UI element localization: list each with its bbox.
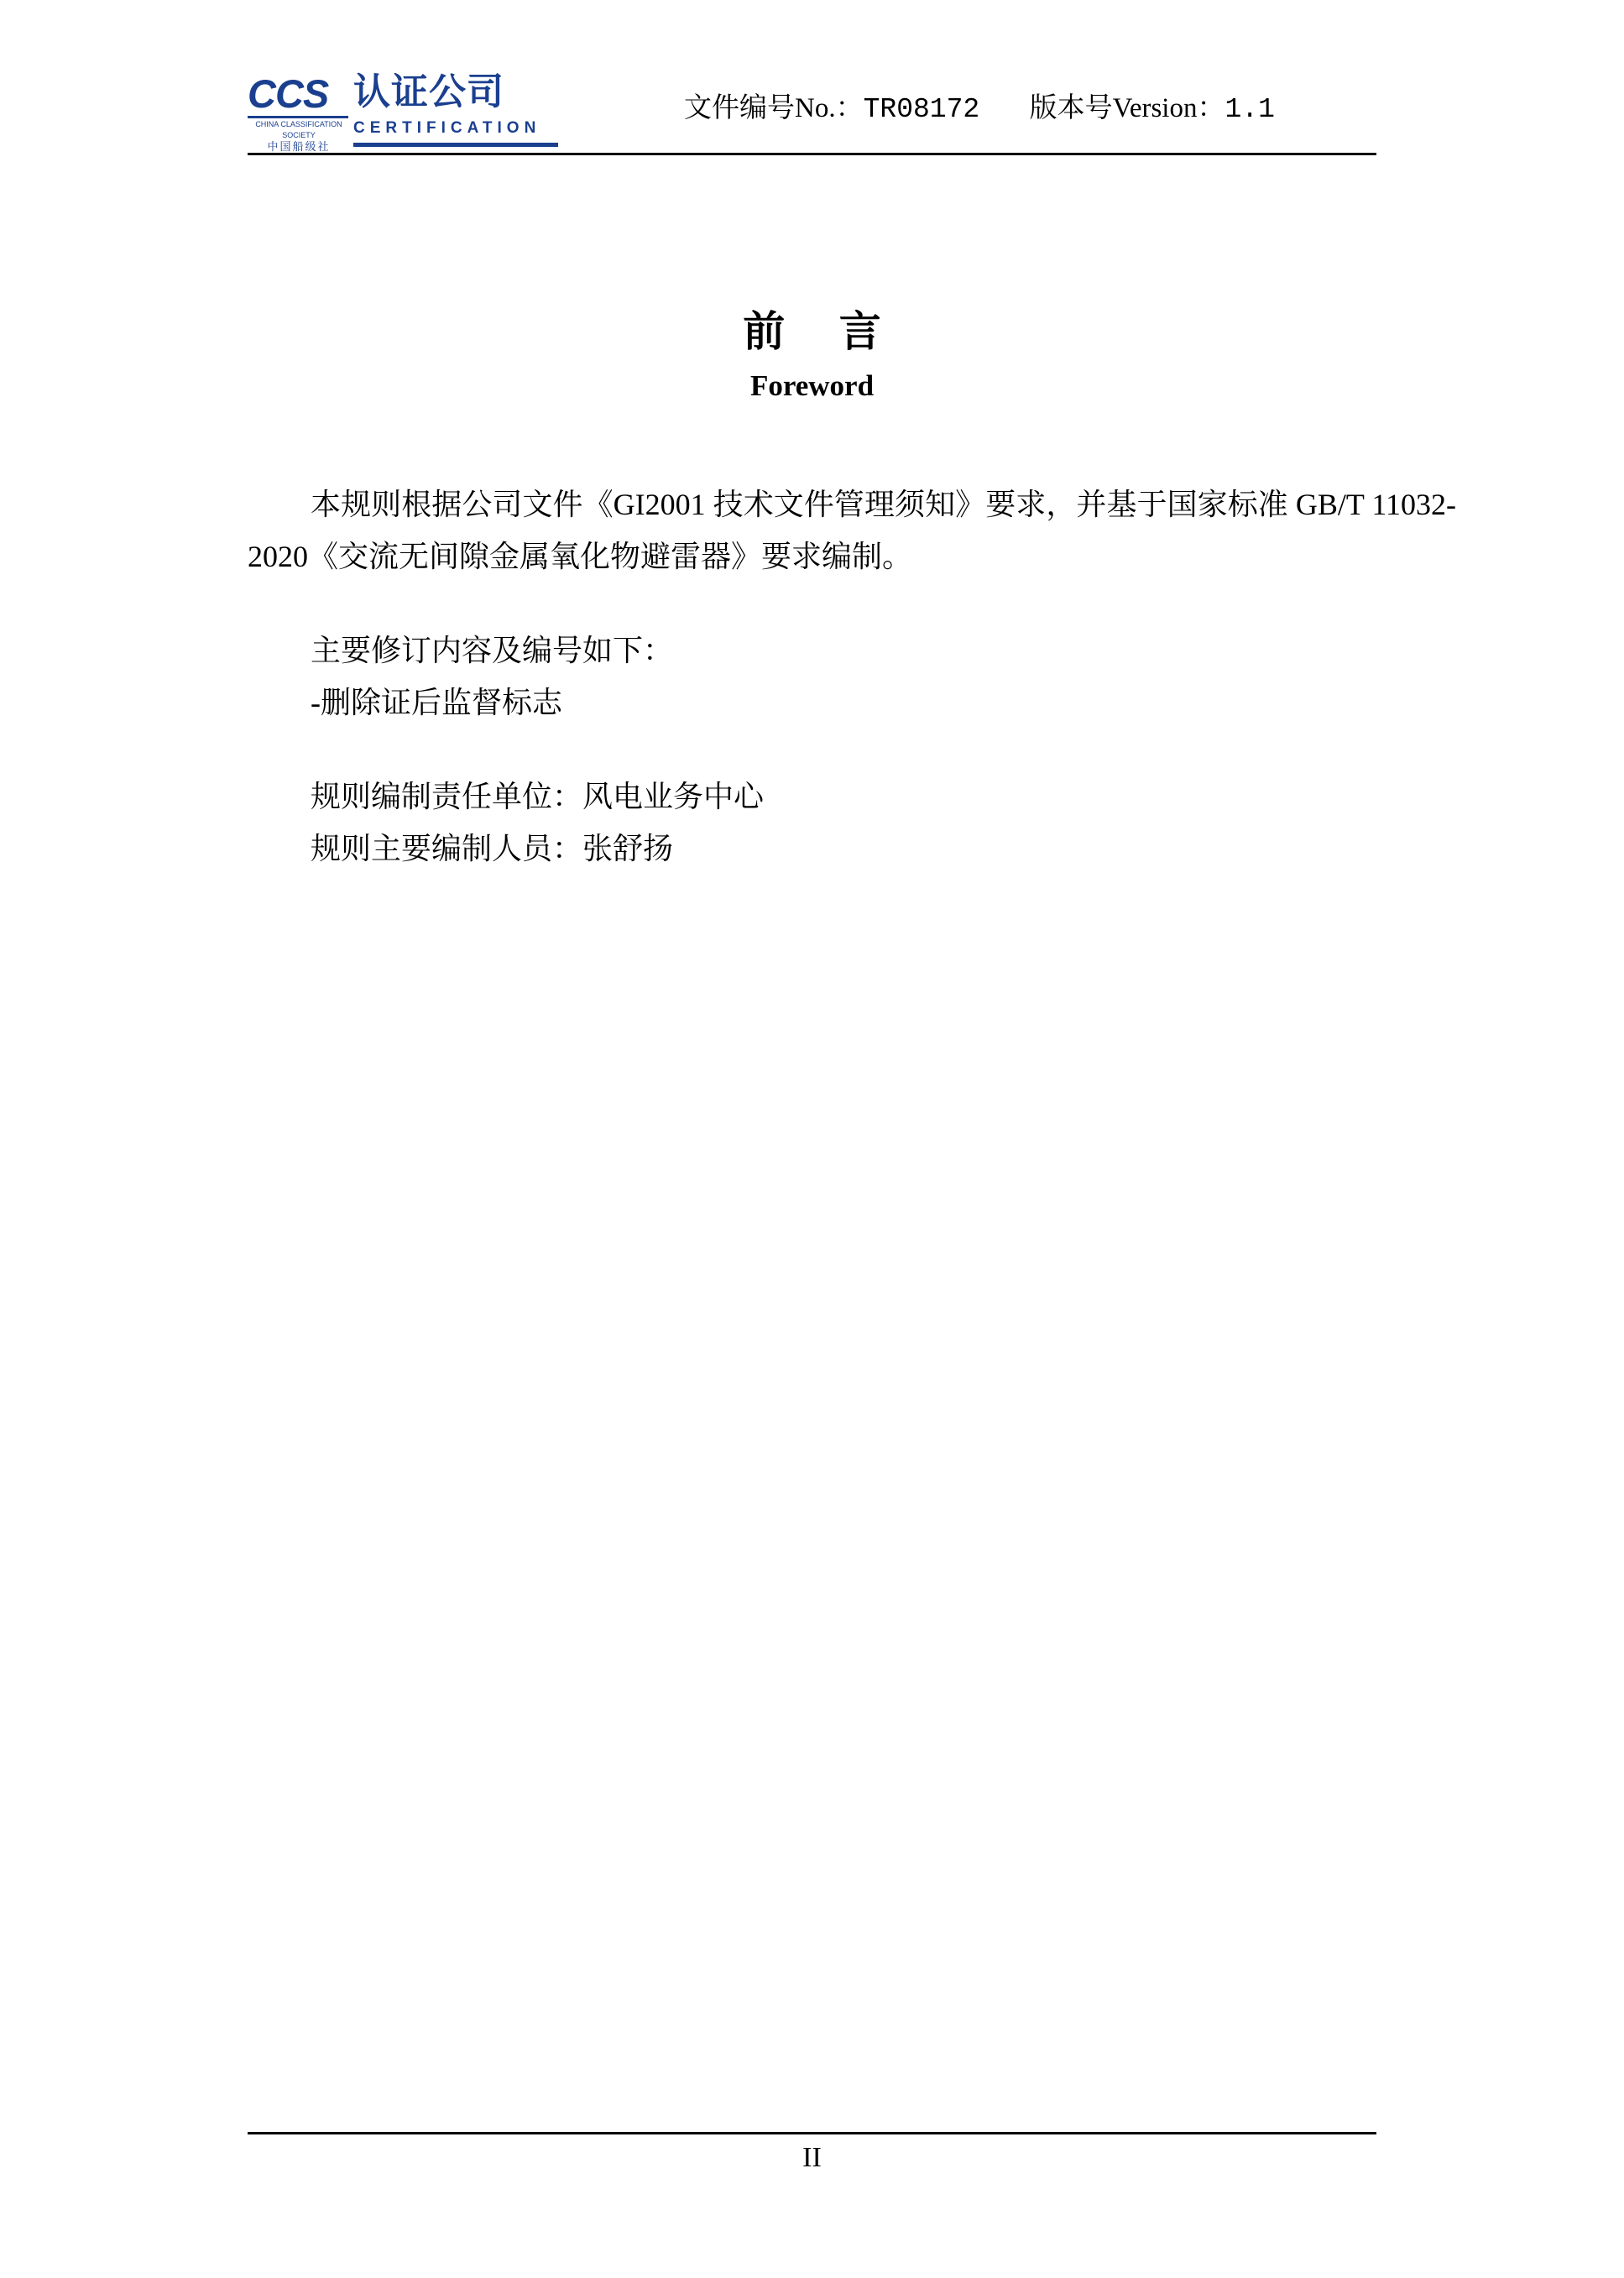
- logo-company-cn: 认证公司: [353, 71, 504, 112]
- logo-mark-text: CCS: [248, 71, 329, 116]
- page-number: II: [802, 2142, 822, 2173]
- logo-underline: [353, 143, 558, 147]
- version-value: 1.1: [1225, 94, 1275, 125]
- page-title-en: Foreword: [749, 369, 875, 402]
- logo-divider-bar: [248, 116, 348, 118]
- header-document-info: [684, 86, 1376, 125]
- paragraph-1: 本规则根据公司文件《GI2001 技术文件管理须知》要求，并基于国家标准 GB/T 11032-2020《交流无间隙金属氧化物避雷器》要求编制。: [248, 488, 1456, 573]
- ccs-logo: [248, 69, 558, 153]
- logo-certification-text: CERTIFICATION: [353, 119, 541, 137]
- paragraph-4: 规则编制责任单位：风电业务中心: [311, 780, 765, 813]
- page-header: [248, 60, 1376, 153]
- paragraph-5: 规则主要编制人员：张舒扬: [311, 832, 674, 865]
- paragraph-3: -删除证后监督标志: [311, 686, 562, 719]
- document-body: [248, 478, 1456, 875]
- paragraph-2: 主要修订内容及编号如下：: [311, 634, 674, 667]
- spacer-2: [248, 729, 1456, 771]
- logo-subtitle-group: [249, 119, 348, 152]
- version-label: 版本号Version：: [1029, 93, 1225, 123]
- header-divider: [248, 153, 1376, 155]
- spacer-1: [248, 583, 1456, 624]
- doc-number-label: 文件编号No.：: [684, 93, 864, 123]
- logo-subtitle-cn: 中国船级社: [267, 140, 331, 153]
- footer-divider: [248, 2132, 1376, 2134]
- doc-number-value: TR08172: [863, 94, 980, 125]
- logo-subtitle-en: CHINA CLASSIFICATION SOCIETY: [255, 120, 342, 139]
- page-title-cn: 前 言: [743, 308, 903, 355]
